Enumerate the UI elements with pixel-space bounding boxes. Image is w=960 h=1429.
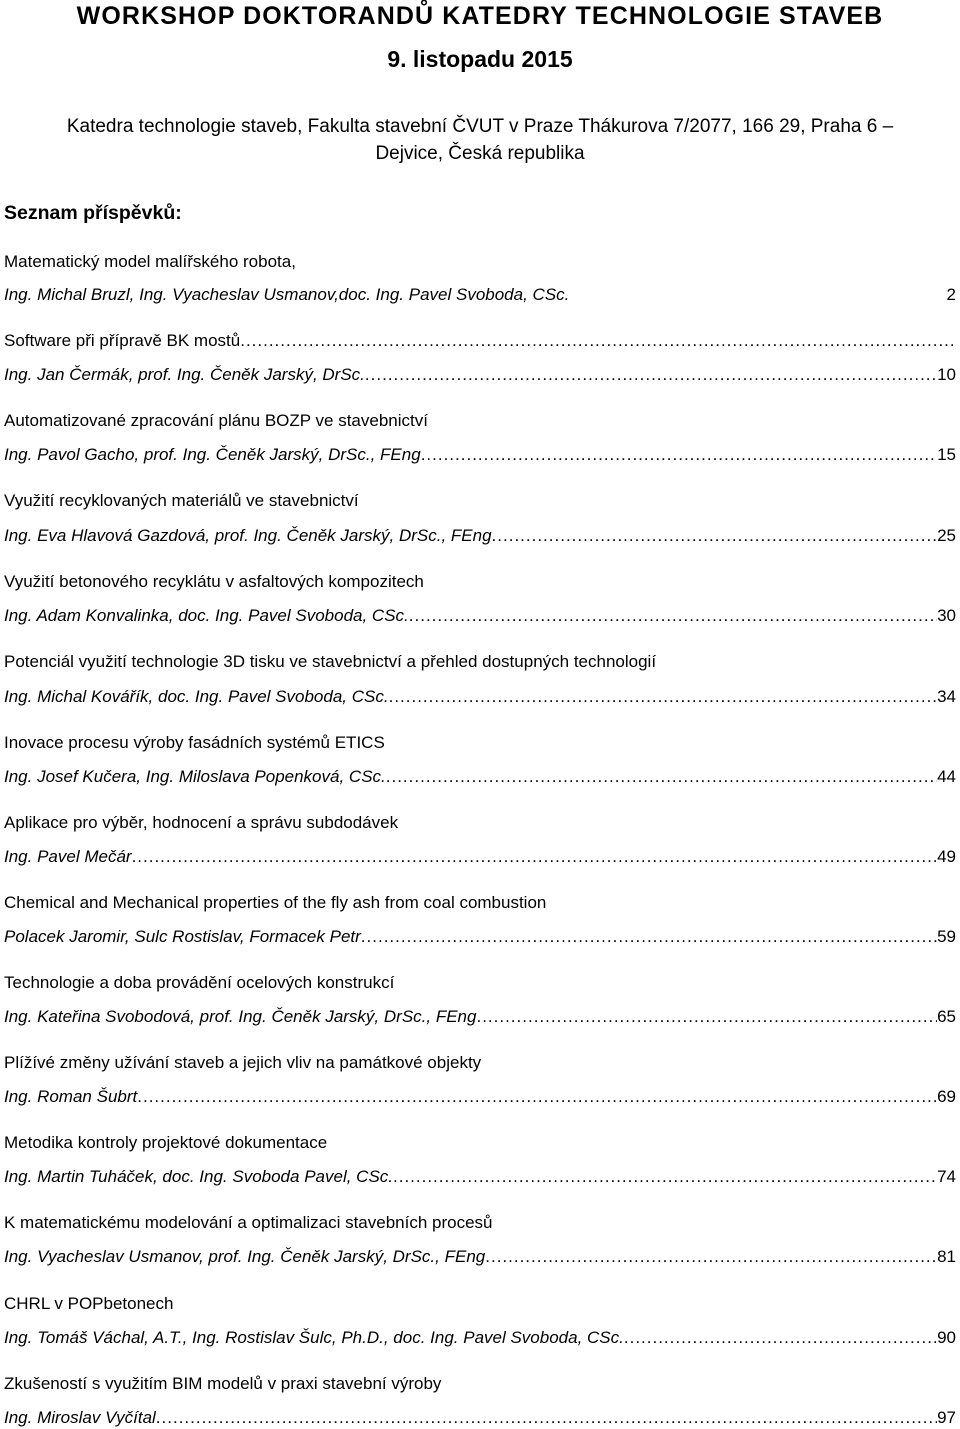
toc-entry-page: 44 [937, 767, 956, 786]
toc-entry-authors: Ing. Tomáš Váchal, A.T., Ing. Rostislav Šulc, Ph.D., doc. Ing. Pavel Svoboda, CSc. [4, 1328, 624, 1347]
toc-leader-dots [156, 1408, 937, 1428]
toc-entry-page: 97 [937, 1408, 956, 1427]
contributions-heading: Seznam příspěvků: [4, 202, 182, 224]
toc-entry-page: 10 [937, 365, 956, 384]
toc-entry-author-line [4, 285, 956, 305]
toc-entry-author-line [4, 365, 956, 385]
toc-leader-dots [240, 331, 956, 351]
toc-entry-title: Chemical and Mechanical properties of the fly ash from coal combustion [4, 893, 547, 912]
toc-leader-dots [393, 1167, 937, 1187]
toc-entry-author-line [4, 1328, 956, 1348]
address-line-1: Katedra technologie staveb, Fakulta stavební ČVUT v Praze Thákurova 7/2077, 166 29, Praha 6 – [66, 116, 894, 137]
toc-entry-title-line [4, 331, 956, 351]
toc-entry-title: Využití betonového recyklátu v asfaltových kompozitech [4, 572, 424, 591]
toc-entry-title: Využití recyklovaných materiálů ve stavebnictví [4, 491, 359, 510]
toc-entry-authors: Polacek Jaromir, Sulc Rostislav, Formacek Petr [4, 927, 361, 946]
toc-entry-authors: Ing. Adam Konvalinka, doc. Ing. Pavel Svoboda, CSc. [4, 606, 409, 625]
toc-leader-dots [624, 1328, 937, 1348]
toc-entry-authors: Ing. Pavel Mečár [4, 847, 132, 866]
toc-entry-title: CHRL v POPbetonech [4, 1294, 174, 1313]
toc-entry-title: K matematickému modelování a optimalizaci stavebních procesů [4, 1213, 493, 1232]
toc-entry-authors: Ing. Roman Šubrt [4, 1087, 138, 1106]
address-block [0, 113, 960, 167]
toc-entry-authors: Ing. Josef Kučera, Ing. Miloslava Popenková, CSc. [4, 767, 386, 786]
toc-entry-title: Technologie a doba provádění ocelových konstrukcí [4, 973, 395, 992]
toc-entry-page: 30 [937, 606, 956, 625]
toc-entry-title: Potenciál využití technologie 3D tisku ve stavebnictví a přehled dostupných technologií [4, 652, 657, 671]
toc-entry-title: Software při přípravě BK mostů [4, 331, 241, 350]
toc-leader-dots [137, 1087, 937, 1107]
toc-leader-dots [389, 687, 937, 707]
toc-entry-author-line [4, 687, 956, 707]
toc-entry-authors: Ing. Pavol Gacho, prof. Ing. Čeněk Jarský, DrSc., FEng [4, 445, 421, 464]
toc-entry-author-line [4, 767, 956, 787]
address-line-2: Dejvice, Česká republika [375, 143, 585, 164]
toc-entry-page: 65 [937, 1007, 956, 1026]
toc-leader-dots [386, 767, 937, 787]
toc-leader-dots [132, 847, 938, 867]
toc-entry-authors: Ing. Jan Čermák, prof. Ing. Čeněk Jarský, DrSc. [4, 365, 365, 384]
toc-entry-page: 25 [937, 526, 956, 545]
toc-entry-author-line [4, 1408, 956, 1428]
toc-entry-author-line [4, 445, 956, 465]
toc-entry-title: Zkušeností s využitím BIM modelů v praxi stavební výroby [4, 1374, 442, 1393]
toc-entry-authors: Ing. Michal Kovářík, doc. Ing. Pavel Svoboda, CSc. [4, 687, 389, 706]
toc-leader-dots [476, 1007, 937, 1027]
toc-entry-author-line [4, 847, 956, 867]
toc-entry-page: 74 [937, 1167, 956, 1186]
toc-entry-authors: Ing. Martin Tuháček, doc. Ing. Svoboda Pavel, CSc. [4, 1167, 393, 1186]
toc-entry-author-line [4, 606, 956, 626]
toc-leader-dots [492, 526, 938, 546]
toc-leader-dots [421, 445, 937, 465]
toc-entry-title: Inovace procesu výroby fasádních systémů ETICS [4, 733, 385, 752]
toc-entry-page: 34 [937, 687, 956, 706]
toc-entry-page: 59 [937, 927, 956, 946]
toc-entry-author-line [4, 1167, 956, 1187]
toc-entry-author-line [4, 927, 956, 947]
toc-entry-author-line [4, 526, 956, 546]
toc-entry-title: Plížívé změny užívání staveb a jejich vliv na památkové objekty [4, 1053, 482, 1072]
toc-entry-author-line [4, 1007, 956, 1027]
toc-leader-dots [361, 927, 937, 947]
toc-entry-page: 69 [937, 1087, 956, 1106]
toc-entry-page: 15 [937, 445, 956, 464]
document-title: WORKSHOP DOKTORANDŮ KATEDRY TECHNOLOGIE STAVEB [76, 2, 884, 30]
toc-entry-authors: Ing. Michal Bruzl, Ing. Vyacheslav Usmanov,doc. Ing. Pavel Svoboda, CSc. [4, 285, 570, 304]
toc-entry-page: 81 [937, 1247, 956, 1266]
toc-leader-dots [365, 365, 937, 385]
toc-entry-authors: Ing. Vyacheslav Usmanov, prof. Ing. Čeněk Jarský, DrSc., FEng [4, 1247, 486, 1266]
workshop-date: 9. listopadu 2015 [387, 46, 573, 72]
toc-entry-title: Matematický model malířského robota, [4, 252, 296, 271]
toc-entry-authors: Ing. Eva Hlavová Gazdová, prof. Ing. Čeněk Jarský, DrSc., FEng [4, 526, 492, 545]
toc-entry-author-line [4, 1087, 956, 1107]
toc-entry-page: 49 [937, 847, 956, 866]
toc-entry-title: Automatizované zpracování plánu BOZP ve stavebnictví [4, 411, 428, 430]
toc-leader-dots [485, 1247, 937, 1267]
toc-entry-title: Aplikace pro výběr, hodnocení a správu subdodávek [4, 813, 399, 832]
toc-leader-dots [409, 606, 937, 626]
toc-entry-title: Metodika kontroly projektové dokumentace [4, 1133, 328, 1152]
toc-entry-page: 90 [937, 1328, 956, 1347]
toc-entry-authors: Ing. Kateřina Svobodová, prof. Ing. Čeněk Jarský, DrSc., FEng [4, 1007, 477, 1026]
toc-entry-author-line [4, 1247, 956, 1267]
toc-entry-authors: Ing. Miroslav Vyčítal [4, 1408, 156, 1427]
toc-entry-page: 2 [946, 285, 956, 304]
